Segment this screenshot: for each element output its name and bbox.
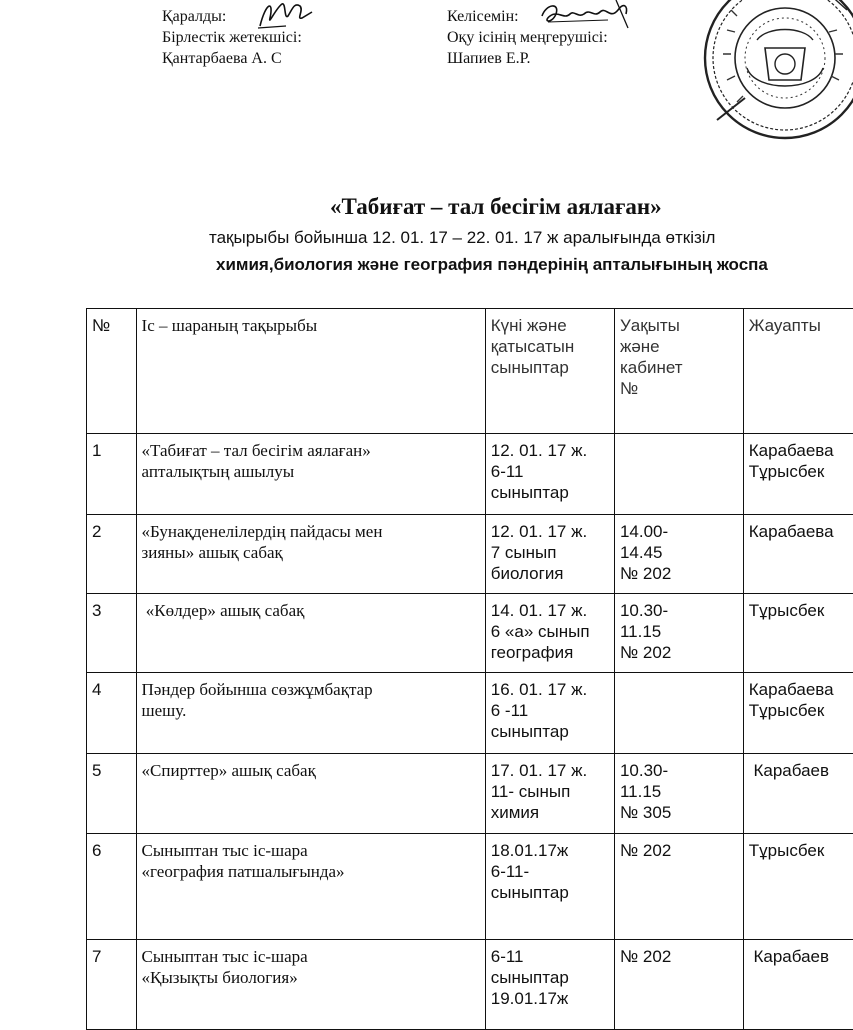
row-responsible: Тұрысбек (743, 834, 853, 940)
row-date: 12. 01. 17 ж. 6-11 сыныптар (485, 434, 614, 515)
header-topic: Іс – шараның тақырыбы (136, 309, 485, 434)
row-number: 3 (87, 594, 137, 673)
association-head-label: Бірлестік жетекшісі: (162, 27, 302, 48)
official-seal-image (697, 0, 853, 140)
row-time-room: № 202 (614, 834, 743, 940)
row-date: 17. 01. 17 ж. 11- сынып химия (485, 754, 614, 834)
table-row (87, 594, 853, 673)
row-topic: Сыныптан тыс іс-шара «география патшалығында» (136, 834, 485, 940)
row-time-room: 10.30- 11.15 № 202 (614, 594, 743, 673)
table-row (87, 834, 853, 940)
table-row (87, 673, 853, 754)
association-head-name: Қантарбаева А. С (162, 48, 302, 69)
row-time-room (614, 434, 743, 515)
row-number: 1 (87, 434, 137, 515)
row-topic: Пәндер бойынша сөзжұмбақтар шешу. (136, 673, 485, 754)
document-subtitle-line1: тақырыбы бойынша 12. 01. 17 – 22. 01. 17 ж аралығында өткізіл (209, 228, 715, 248)
row-topic: «Табиғат – тал бесігім аялаған» апталықтың ашылуы (136, 434, 485, 515)
document-subtitle-line2: химия,биология және география пәндерінің апталығының жоспа (216, 255, 768, 275)
row-date: 16. 01. 17 ж. 6 -11 сыныптар (485, 673, 614, 754)
table-row (87, 754, 853, 834)
row-responsible: Карабаев (743, 754, 853, 834)
row-responsible: Карабаев (743, 940, 853, 1030)
row-time-room: 10.30- 11.15 № 305 (614, 754, 743, 834)
events-plan-table (86, 308, 853, 1030)
header-date: Күні және қатысатын сыныптар (485, 309, 614, 434)
document-title: «Табиғат – тал бесігім аялаған» (330, 194, 662, 220)
signature-left-image (256, 0, 316, 32)
row-responsible: Карабаева Тұрысбек (743, 673, 853, 754)
table-row (87, 515, 853, 594)
row-number: 6 (87, 834, 137, 940)
row-number: 5 (87, 754, 137, 834)
row-date: 14. 01. 17 ж. 6 «а» сынып география (485, 594, 614, 673)
academic-head-label: Оқу ісінің меңгерушісі: (447, 27, 608, 48)
row-date: 18.01.17ж 6-11- сыныптар (485, 834, 614, 940)
agreed-label: Келісемін: (447, 6, 608, 27)
row-time-room (614, 673, 743, 754)
row-topic: «Көлдер» ашық сабақ (136, 594, 485, 673)
reviewed-label: Қаралды: (162, 6, 302, 27)
row-topic: «Бунақденелілердің пайдасы мен зияны» ашық сабақ (136, 515, 485, 594)
row-number: 2 (87, 515, 137, 594)
row-date: 12. 01. 17 ж. 7 сынып биология (485, 515, 614, 594)
table-header-row (87, 309, 853, 434)
academic-head-name: Шапиев Е.Р. (447, 48, 608, 69)
row-number: 7 (87, 940, 137, 1030)
row-responsible: Тұрысбек (743, 594, 853, 673)
row-responsible: Карабаева Тұрысбек (743, 434, 853, 515)
row-topic: Сыныптан тыс іс-шара «Қызықты биология» (136, 940, 485, 1030)
table-row (87, 434, 853, 515)
row-time-room: № 202 (614, 940, 743, 1030)
row-date: 6-11 сыныптар 19.01.17ж (485, 940, 614, 1030)
table-row (87, 940, 853, 1030)
header-time-room: Уақыты және кабинет № (614, 309, 743, 434)
row-topic: «Спирттер» ашық сабақ (136, 754, 485, 834)
signature-right-image (538, 0, 638, 32)
header-number: № (87, 309, 137, 434)
row-responsible: Карабаева (743, 515, 853, 594)
row-number: 4 (87, 673, 137, 754)
row-time-room: 14.00- 14.45 № 202 (614, 515, 743, 594)
header-responsible: Жауапты (743, 309, 853, 434)
